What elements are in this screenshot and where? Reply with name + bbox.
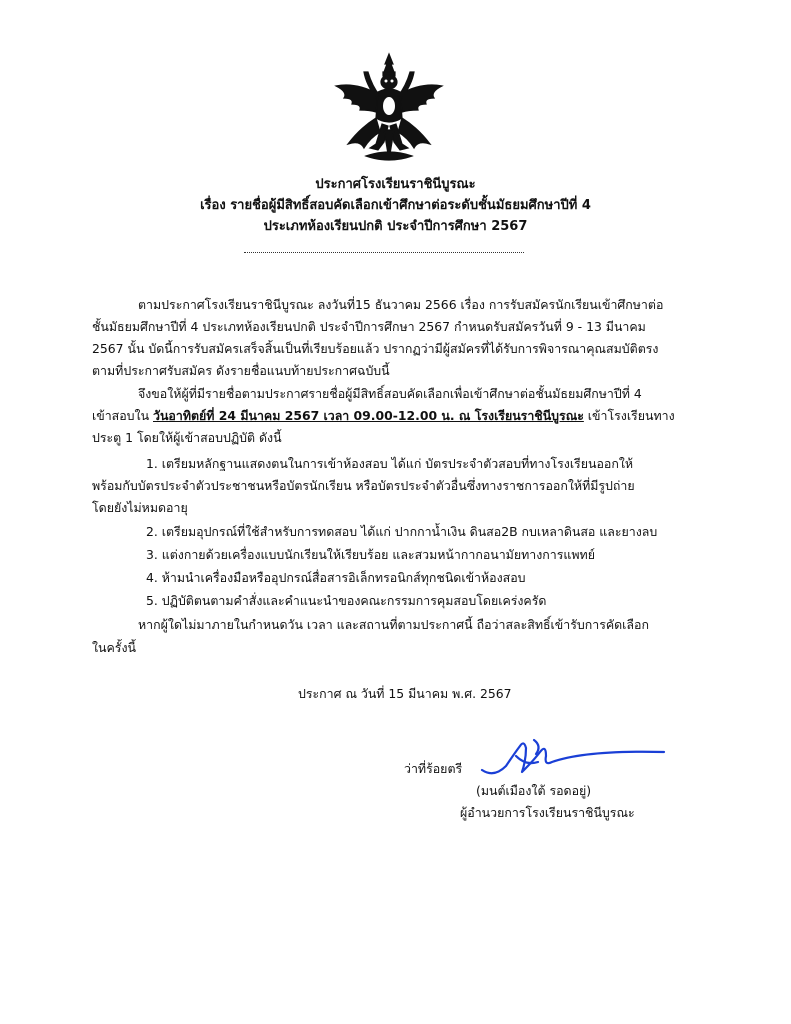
paragraph-3-line-2: ในครั้งนี้ <box>92 640 136 655</box>
signer-position: ผู้อำนวยการโรงเรียนราชินีบูรณะ <box>460 805 635 820</box>
announcement-date: ประกาศ ณ วันที่ 15 มีนาคม พ.ศ. 2567 <box>298 686 512 701</box>
list-item-2: 2. เตรียมอุปกรณ์ที่ใช้สำหรับการทดสอบ ได้แก่ ปากกาน้ำเงิน ดินสอ2B กบเหลาดินสอ และยางลบ <box>146 524 658 539</box>
garuda-emblem-icon <box>330 52 448 170</box>
list-item-1-line-3: โดยยังไม่หมดอายุ <box>92 500 188 515</box>
paragraph-1-line-1: ตามประกาศโรงเรียนราชินีบูรณะ ลงวันที่15 ธันวาคม 2566 เรื่อง การรับสมัครนักเรียนเข้าศึกษาต่อ <box>138 297 664 312</box>
paragraph-3-line-1: หากผู้ใดไม่มาภายในกำหนดวัน เวลา และสถานที่ตามประกาศนี้ ถือว่าสละสิทธิ์เข้ารับการคัดเลือก <box>138 617 649 632</box>
signer-name: (มนต์เมืองใต้ รอดอยู่) <box>476 783 592 798</box>
paragraph-1-line-4: ตามที่ประกาศรับสมัคร ดังรายชื่อแนบท้ายประกาศฉบับนี้ <box>92 363 390 378</box>
divider <box>244 252 524 253</box>
paragraph-1-line-3: 2567 นั้น บัดนี้การรับสมัครเสร็จสิ้นเป็นที่เรียบร้อยแล้ว ปรากฏว่ามีผู้สมัครที่ได้รับการพิจารณาคุณสมบัติตรง <box>92 341 659 356</box>
list-item-5: 5. ปฏิบัติตนตามคำสั่งและคำแนะนำของคณะกรรมการคุมสอบโดยเคร่งครัด <box>146 593 547 608</box>
announcement-subject-line2: ประเภทห้องเรียนปกติ ประจำปีการศึกษา 2567 <box>263 219 528 234</box>
exam-intro-text: เข้าสอบใน <box>92 408 153 423</box>
list-item-1-line-1: 1. เตรียมหลักฐานแสดงตนในการเข้าห้องสอบ ได้แก่ บัตรประจำตัวสอบที่ทางโรงเรียนออกให้ <box>146 456 634 471</box>
handwritten-signature <box>476 726 676 786</box>
paragraph-2-line-1: จึงขอให้ผู้ที่มีรายชื่อตามประกาศรายชื่อผู้มีสิทธิ์สอบคัดเลือกเพื่อเข้าศึกษาต่อชั้นมัธยมศึกษาปีที่ 4 <box>138 386 642 401</box>
signer-rank: ว่าที่ร้อยตรี <box>404 761 463 776</box>
paragraph-2-line-2 <box>92 405 675 426</box>
list-item-4: 4. ห้ามนำเครื่องมือหรืออุปกรณ์สื่อสารอิเล็กทรอนิกส์ทุกชนิดเข้าห้องสอบ <box>146 570 526 585</box>
list-item-3: 3. แต่งกายด้วยเครื่องแบบนักเรียนให้เรียบร้อย และสวมหน้ากากอนามัยทางการแพทย์ <box>146 547 595 562</box>
list-item-1-line-2: พร้อมกับบัตรประจำตัวประชาชนหรือบัตรนักเรียน หรือบัตรประจำตัวอื่นซึ่งทางราชการออกให้ที่มีรูปถ่าย <box>92 478 635 493</box>
announcement-title: ประกาศโรงเรียนราชินีบูรณะ <box>315 177 476 192</box>
exam-date-time-location: วันอาทิตย์ที่ 24 มีนาคม 2567 เวลา 09.00-12.00 น. ณ โรงเรียนราชินีบูรณะ <box>153 408 584 423</box>
announcement-subject: เรื่อง รายชื่อผู้มีสิทธิ์สอบคัดเลือกเข้าศึกษาต่อระดับชั้นมัธยมศึกษาปีที่ 4 <box>200 198 591 213</box>
exam-gate-text: เข้าโรงเรียนทาง <box>583 408 675 423</box>
paragraph-2-line-3: ประตู 1 โดยให้ผู้เข้าสอบปฏิบัติ ดังนี้ <box>92 430 282 445</box>
paragraph-1-line-2: ชั้นมัธยมศึกษาปีที่ 4 ประเภทห้องเรียนปกติ ประจำปีการศึกษา 2567 กำหนดรับสมัครวันที่ 9 - 13 มีนาคม <box>92 319 646 334</box>
